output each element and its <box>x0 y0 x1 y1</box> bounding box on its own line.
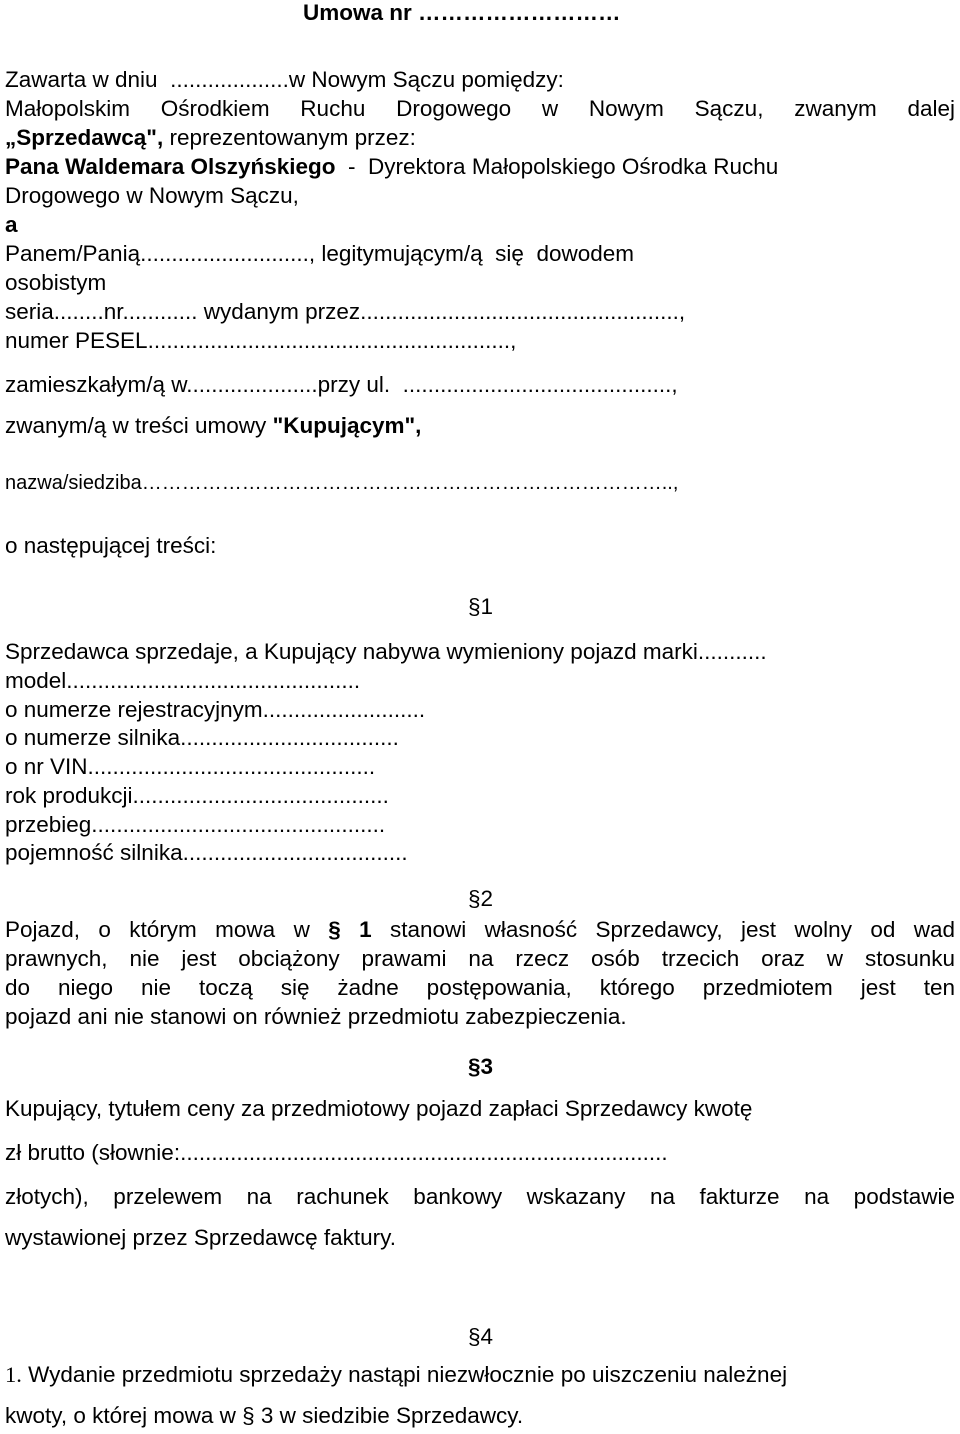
section-2-text-end: stanowi własność Sprzedawcy, jest wolny od wad <box>371 917 955 942</box>
intro-line-4 <box>5 154 778 180</box>
section-1-number: 1 <box>480 594 494 619</box>
section-2-line-2: prawnych, nie jest obciążony prawami na rzecz osób trzecich oraz w stosunku <box>5 946 955 971</box>
section-1-line: rok produkcji......................................... <box>5 783 389 808</box>
intro-line-13: nazwa/siedziba…………………………………………………………………….., <box>5 472 679 494</box>
section-4-line-2: kwoty, o której mowa w § 3 w siedzibie Sprzedawcy. <box>5 1403 524 1428</box>
section-ref-number: 1 <box>359 917 372 942</box>
section-2-number: 2 <box>480 886 494 911</box>
section-3-number: 3 <box>480 1054 494 1079</box>
section-1-line: Sprzedawca sprzedaje, a Kupujący nabywa wymieniony pojazd marki........... <box>5 639 767 664</box>
intro-line-10: numer PESEL.........................................................., <box>5 328 517 353</box>
intro-line-8: osobistym <box>5 270 107 295</box>
intro-line-9: seria........nr............ wydanym przez..................................................., <box>5 299 692 324</box>
representative-name: Pana Waldemara Olszyńskiego <box>5 154 336 179</box>
intro-line-14: o następującej treści: <box>5 533 217 558</box>
intro-line-3-rest: reprezentowanym przez: <box>163 125 416 150</box>
section-1-line: o numerze rejestracyjnym.......................... <box>5 697 426 722</box>
intro-line-3 <box>5 125 416 151</box>
section-1-line: o numerze silnika................................... <box>5 725 399 750</box>
section-4-line-1 <box>5 1362 787 1388</box>
section-1-line: pojemność silnika.................................... <box>5 840 408 865</box>
intro-line-5: Drogowego w Nowym Sączu, <box>5 183 299 208</box>
section-4-number: 4 <box>480 1324 494 1349</box>
section-4-heading <box>468 1324 493 1350</box>
intro-line-12 <box>5 413 421 439</box>
section-2-text-start: Pojazd, o którym mowa w <box>5 917 329 942</box>
section-sign: § <box>468 1054 481 1079</box>
seller-name: „Sprzedawcą", <box>5 125 164 150</box>
intro-line-2: Małopolskim Ośrodkiem Ruchu Drogowego w Nowym Sączu, zwanym dalej <box>5 96 955 121</box>
intro-line-7: Panem/Panią..........................., legitymującym/ą się dowodem <box>5 241 635 266</box>
section-sign: § <box>468 594 481 619</box>
section-ref-1: § 1 <box>328 917 372 942</box>
section-3-line-1: Kupujący, tytułem ceny za przedmiotowy pojazd zapłaci Sprzedawcy kwotę <box>5 1096 753 1121</box>
section-1-line: o nr VIN.............................................. <box>5 754 376 779</box>
representative-role: - Dyrektora Małopolskiego Ośrodka Ruchu <box>335 154 779 179</box>
intro-line-12-pre: zwanym/ą w treści umowy <box>5 413 273 438</box>
section-1-heading <box>468 594 493 620</box>
section-sign: § <box>468 1324 481 1349</box>
section-3-line-3: złotych), przelewem na rachunek bankowy wskazany na fakturze na podstawie <box>5 1184 955 1209</box>
section-2-line-1 <box>5 917 955 943</box>
item-number: 1. <box>5 1362 22 1387</box>
section-3-line-2: zł brutto (słownie:.............................................................................. <box>5 1140 668 1165</box>
section-sign: § <box>468 886 481 911</box>
section-2-line-3: do niego nie toczą się żadne postępowania, którego przedmiotem jest ten <box>5 975 955 1000</box>
section-3-line-4: wystawionej przez Sprzedawcę faktury. <box>5 1225 396 1250</box>
section-2-heading <box>468 886 493 912</box>
intro-line-11: zamieszkałym/ą w.....................przy ul. ..........................................., <box>5 372 684 397</box>
intro-and: a <box>5 212 18 237</box>
section-3-heading <box>468 1054 493 1080</box>
section-1-line: przebieg............................................... <box>5 812 386 837</box>
intro-line-1: Zawarta w dniu ...................w Nowym Sączu pomiędzy: <box>5 67 564 92</box>
section-2-line-4: pojazd ani nie stanowi on również przedmiotu zabezpieczenia. <box>5 1004 627 1029</box>
buyer-name: "Kupującym", <box>272 413 422 438</box>
section-4-text-1: Wydanie przedmiotu sprzedaży nastąpi niezwłocznie po uiszczeniu należnej <box>21 1362 788 1387</box>
contract-title: Umowa nr ……………………… <box>303 0 621 25</box>
section-1-line: model............................................... <box>5 668 361 693</box>
